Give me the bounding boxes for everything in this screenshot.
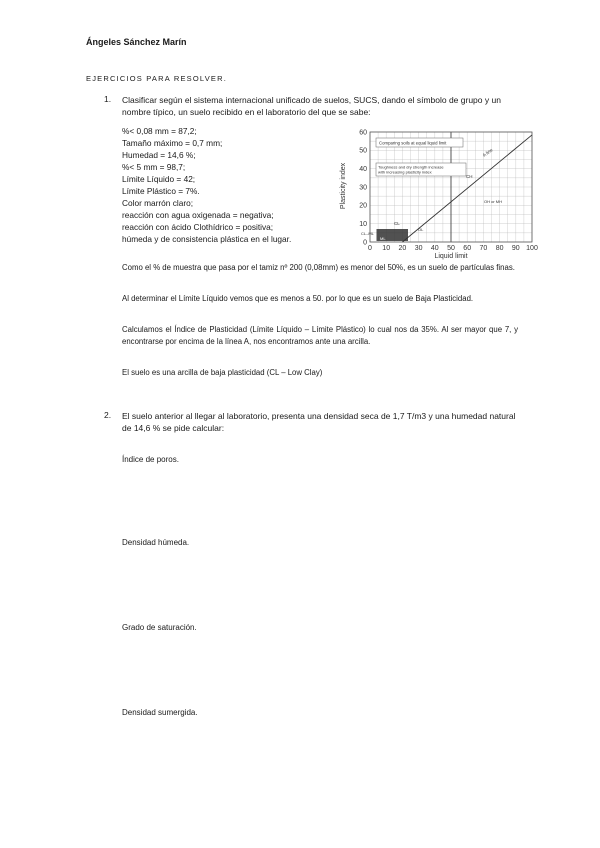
y-tick-labels bbox=[359, 129, 367, 246]
answer-paragraph: Al determinar el Límite Líquido vemos que es menos a 50. por lo que es un suelo de Baja Plasticidad. bbox=[122, 294, 474, 303]
q2-item-wet-density: Densidad húmeda. bbox=[122, 538, 190, 547]
label-ol: OL bbox=[418, 227, 424, 232]
y-axis-label: Plasticity index bbox=[340, 162, 347, 210]
author-name: Ángeles Sánchez Marín bbox=[86, 37, 187, 47]
property-item: reacción con ácido Clothídrico = positiva; bbox=[122, 222, 274, 232]
property-item: Humedad = 14,6 %; bbox=[122, 150, 196, 160]
x-tick-labels bbox=[368, 245, 538, 252]
property-item: Tamaño máximo = 0,7 mm; bbox=[122, 138, 223, 148]
answer-paragraph: Calculamos el Índice de Plasticidad (Límite Líquido – Límite Plástico) lo cual nos da 35%. Al ser mayor que 7, y encontrarse por encima de la línea A, nos encontramos ante una arcilla. bbox=[122, 325, 518, 346]
annotation-equal-ll: Comparing soils at equal liquid limit bbox=[379, 140, 447, 146]
plasticity-chart bbox=[336, 126, 542, 260]
soil-properties-list bbox=[122, 125, 291, 245]
x-tick-label: 100 bbox=[526, 245, 538, 252]
label-oh-mh: OH or MH bbox=[484, 199, 502, 204]
property-item: Límite Plástico = 7%. bbox=[122, 186, 200, 196]
label-ch: CH bbox=[466, 174, 473, 179]
property-item: Límite Líquido = 42; bbox=[122, 174, 196, 184]
y-tick-label: 20 bbox=[359, 202, 367, 210]
q2-item-submerged-density: Densidad sumergida. bbox=[122, 708, 198, 717]
x-tick-label: 20 bbox=[398, 245, 407, 252]
x-tick-label: 40 bbox=[430, 245, 439, 252]
label-ml: ML bbox=[380, 236, 386, 241]
property-item: Color marrón claro; bbox=[122, 198, 194, 208]
y-tick-label: 60 bbox=[359, 129, 367, 137]
question-2-text: El suelo anterior al llegar al laboratorio, presenta una densidad seca de 1,7 T/m3 y una humedad natural de 14,6 % se pide calcular: bbox=[122, 411, 516, 433]
a-line-label: A line bbox=[481, 147, 494, 158]
property-item: reacción con agua oxigenada = negativa; bbox=[122, 210, 274, 220]
x-tick-label: 70 bbox=[479, 245, 488, 252]
y-tick-label: 50 bbox=[359, 147, 367, 155]
question-1-text: Clasificar según el sistema internacional unificado de suelos, SUCS, dando el símbolo de grupo y un nombre típico, un suelo recibido en el laboratorio del que se sabe: bbox=[122, 95, 501, 117]
property-item: húmeda y de consistencia plástica en el lugar. bbox=[122, 234, 292, 244]
x-tick-label: 50 bbox=[447, 245, 455, 252]
y-tick-label: 40 bbox=[359, 166, 367, 174]
x-tick-label: 0 bbox=[368, 245, 372, 252]
x-axis-label: Liquid limit bbox=[434, 253, 468, 260]
y-tick-label: 30 bbox=[359, 184, 367, 192]
q2-item-void-ratio: Índice de poros. bbox=[122, 455, 179, 464]
y-tick-label: 0 bbox=[363, 239, 367, 247]
q2-item-saturation: Grado de saturación. bbox=[122, 623, 197, 632]
x-tick-label: 80 bbox=[495, 245, 504, 252]
label-cl-ml: CL–ML bbox=[361, 231, 374, 236]
x-tick-label: 90 bbox=[511, 245, 520, 252]
question-2-number: 2. bbox=[104, 410, 112, 420]
annotation-toughness: Toughness and dry strength increase with increasing plasticity index bbox=[378, 164, 444, 175]
property-item: %< 0,08 mm = 87,2; bbox=[122, 126, 197, 136]
x-tick-label: 30 bbox=[414, 245, 423, 252]
property-item: %< 5 mm = 98,7; bbox=[122, 162, 186, 172]
y-tick-label: 10 bbox=[359, 221, 367, 229]
question-1-number: 1. bbox=[104, 94, 112, 104]
x-tick-label: 60 bbox=[463, 245, 472, 252]
answer-conclusion: El suelo es una arcilla de baja plasticidad (CL – Low Clay) bbox=[122, 368, 323, 377]
section-heading: EJERCICIOS PARA RESOLVER. bbox=[86, 74, 228, 83]
answer-paragraph: Como el % de muestra que pasa por el tamiz nº 200 (0,08mm) es menor del 50%, es un suelo de partículas finas. bbox=[122, 263, 515, 272]
label-cl: CL bbox=[394, 221, 400, 226]
x-tick-label: 10 bbox=[382, 245, 391, 252]
